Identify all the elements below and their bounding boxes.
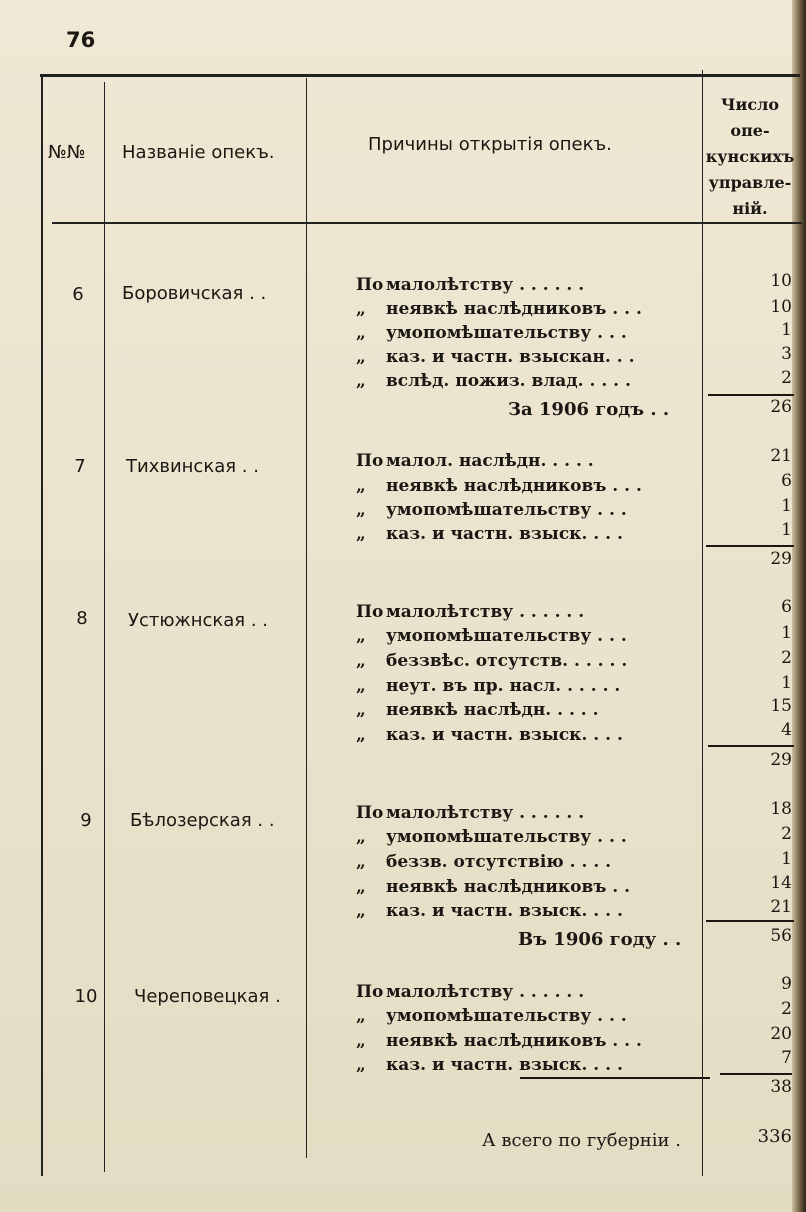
- reason-value: 1: [781, 849, 792, 869]
- reason-text: неявкѣ наслѣдниковъ . .: [386, 877, 631, 897]
- total-label: За 1906 годъ . .: [508, 399, 670, 420]
- reason-line: [356, 1006, 627, 1026]
- row-name: Бѣлозерская . .: [130, 810, 275, 831]
- reason-value: 18: [770, 799, 792, 819]
- reason-text: неявкѣ наслѣдниковъ . . .: [386, 1031, 642, 1051]
- sum-rule: [708, 394, 794, 396]
- reason-line: [356, 602, 584, 622]
- reason-line: [356, 476, 642, 496]
- reason-lead: „: [356, 626, 366, 646]
- reason-lead: „: [356, 676, 366, 696]
- row-number: 8: [76, 608, 88, 629]
- reason-text: малолѣтству . . . . . .: [386, 982, 585, 1002]
- reason-value: 6: [781, 471, 792, 491]
- reason-lead: По: [356, 275, 384, 295]
- reason-value: 1: [781, 520, 792, 540]
- reason-line: [356, 371, 631, 391]
- reason-lead: По: [356, 982, 384, 1002]
- reason-lead: „: [356, 852, 366, 872]
- reason-lead: „: [356, 323, 366, 343]
- reason-text: каз. и частн. взыск. . . .: [386, 725, 623, 745]
- section-rule: [520, 1077, 710, 1079]
- header-count-line: ній.: [732, 199, 768, 218]
- header-count-line: управле-: [708, 173, 792, 192]
- reason-lead: „: [356, 877, 366, 897]
- reason-text: неявкѣ наслѣдниковъ . . .: [386, 299, 642, 319]
- reason-lead: „: [356, 500, 366, 520]
- reason-text: умопомѣшательству . . .: [386, 626, 627, 646]
- row-name: Устюжнская . .: [128, 610, 269, 631]
- reason-lead: „: [356, 476, 366, 496]
- reason-value: 1: [781, 673, 792, 693]
- reason-value: 2: [781, 999, 792, 1019]
- row-total: 26: [770, 397, 792, 417]
- reason-text: малол. наслѣдн. . . . .: [386, 451, 594, 471]
- row-number: 9: [80, 810, 92, 831]
- reason-line: [356, 676, 620, 696]
- reason-lead: „: [356, 827, 366, 847]
- row-number: 7: [74, 456, 86, 477]
- reason-line: [356, 1055, 623, 1075]
- reason-lead: По: [356, 803, 384, 823]
- row-number: 6: [72, 284, 84, 305]
- reason-lead: „: [356, 700, 366, 720]
- reason-value: 10: [770, 297, 792, 317]
- table-left-rule: [41, 74, 43, 1176]
- sum-rule: [706, 920, 794, 922]
- row-name: Тихвинская . .: [126, 456, 259, 477]
- reason-text: малолѣтству . . . . . .: [386, 602, 585, 622]
- reason-line: [356, 725, 623, 745]
- reason-line: [356, 982, 584, 1002]
- header-count: [700, 92, 800, 222]
- col-rule-1: [104, 82, 105, 1172]
- col-rule-2: [306, 78, 307, 1158]
- reason-value: 7: [781, 1048, 792, 1068]
- reason-lead: „: [356, 1031, 366, 1051]
- reason-lead: „: [356, 1055, 366, 1075]
- reason-text: малолѣтству . . . . . .: [386, 803, 585, 823]
- reason-value: 15: [770, 696, 792, 716]
- row-total: 29: [770, 549, 792, 569]
- reason-value: 2: [781, 368, 792, 388]
- header-num: №№: [48, 142, 86, 163]
- total-label: Въ 1906 году . .: [518, 929, 682, 950]
- reason-lead: „: [356, 347, 366, 367]
- reason-line: [356, 275, 584, 295]
- reason-line: [356, 852, 611, 872]
- reason-value: 3: [781, 344, 792, 364]
- reason-line: [356, 877, 630, 897]
- reason-value: 9: [781, 974, 792, 994]
- reason-text: неявкѣ наслѣдн. . . . .: [386, 700, 599, 720]
- reason-text: умопомѣшательству . . .: [386, 1006, 627, 1026]
- reason-value: 14: [770, 873, 792, 893]
- reason-line: [356, 500, 627, 520]
- reason-line: [356, 901, 623, 921]
- reason-value: 1: [781, 320, 792, 340]
- reason-line: [356, 626, 627, 646]
- row-total: 56: [770, 926, 792, 946]
- reason-line: [356, 803, 584, 823]
- reason-line: [356, 700, 599, 720]
- reason-line: [356, 524, 623, 544]
- reason-text: вслѣд. пожиз. влад. . . . .: [386, 371, 631, 391]
- reason-lead: „: [356, 725, 366, 745]
- reason-text: неявкѣ наслѣдниковъ . . .: [386, 476, 642, 496]
- reason-value: 4: [781, 720, 792, 740]
- reason-line: [356, 299, 642, 319]
- header-count-line: кунскихъ: [705, 147, 795, 166]
- reason-lead: „: [356, 651, 366, 671]
- reason-text: умопомѣшательству . . .: [386, 827, 627, 847]
- row-name: Череповецкая .: [134, 986, 281, 1007]
- grand-total: 336: [757, 1126, 792, 1147]
- sum-rule: [708, 745, 794, 747]
- reason-text: беззв. отсутствію . . . .: [386, 852, 612, 872]
- reason-lead: „: [356, 524, 366, 544]
- reason-text: каз. и частн. взыск. . . .: [386, 901, 623, 921]
- row-number: 10: [74, 986, 98, 1007]
- header-reason: Причины открытія опекъ.: [368, 134, 612, 155]
- reason-line: [356, 827, 627, 847]
- reason-text: умопомѣшательству . . .: [386, 500, 627, 520]
- row-total: 38: [770, 1077, 792, 1097]
- reason-lead: „: [356, 371, 366, 391]
- sum-rule: [720, 1073, 792, 1075]
- reason-lead: „: [356, 1006, 366, 1026]
- reason-value: 21: [770, 897, 792, 917]
- reason-lead: „: [356, 299, 366, 319]
- reason-text: каз. и частн. взыск. . . .: [386, 524, 623, 544]
- table-top-rule: [40, 74, 800, 77]
- reason-value: 1: [781, 496, 792, 516]
- row-total: 29: [770, 750, 792, 770]
- col-rule-3: [702, 70, 703, 1176]
- reason-value: 2: [781, 824, 792, 844]
- header-bottom-rule: [52, 222, 802, 224]
- reason-line: [356, 323, 627, 343]
- grand-total-label: А всего по губерніи .: [482, 1130, 681, 1151]
- header-name: Названіе опекъ.: [122, 142, 275, 163]
- reason-value: 1: [781, 623, 792, 643]
- reason-text: малолѣтству . . . . . .: [386, 275, 585, 295]
- reason-text: каз. и частн. взыскан. . .: [386, 347, 635, 367]
- reason-lead: По: [356, 602, 384, 622]
- reason-line: [356, 347, 635, 367]
- reason-lead: „: [356, 901, 366, 921]
- reason-value: 10: [770, 271, 792, 291]
- row-name: Боровичская . .: [122, 283, 267, 304]
- reason-text: каз. и частн. взыск. . . .: [386, 1055, 623, 1075]
- page-number: 76: [66, 28, 96, 52]
- reason-value: 2: [781, 648, 792, 668]
- reason-lead: По: [356, 451, 384, 471]
- reason-line: [356, 1031, 642, 1051]
- reason-value: 21: [770, 446, 792, 466]
- reason-value: 20: [770, 1024, 792, 1044]
- sum-rule: [706, 545, 794, 547]
- reason-line: [356, 651, 627, 671]
- header-count-line: Число опе-: [720, 95, 780, 140]
- reason-line: [356, 451, 594, 471]
- reason-text: неут. въ пр. насл. . . . . .: [386, 676, 621, 696]
- reason-text: умопомѣшательству . . .: [386, 323, 627, 343]
- reason-text: беззвѣс. отсутств. . . . . .: [386, 651, 628, 671]
- reason-value: 6: [781, 597, 792, 617]
